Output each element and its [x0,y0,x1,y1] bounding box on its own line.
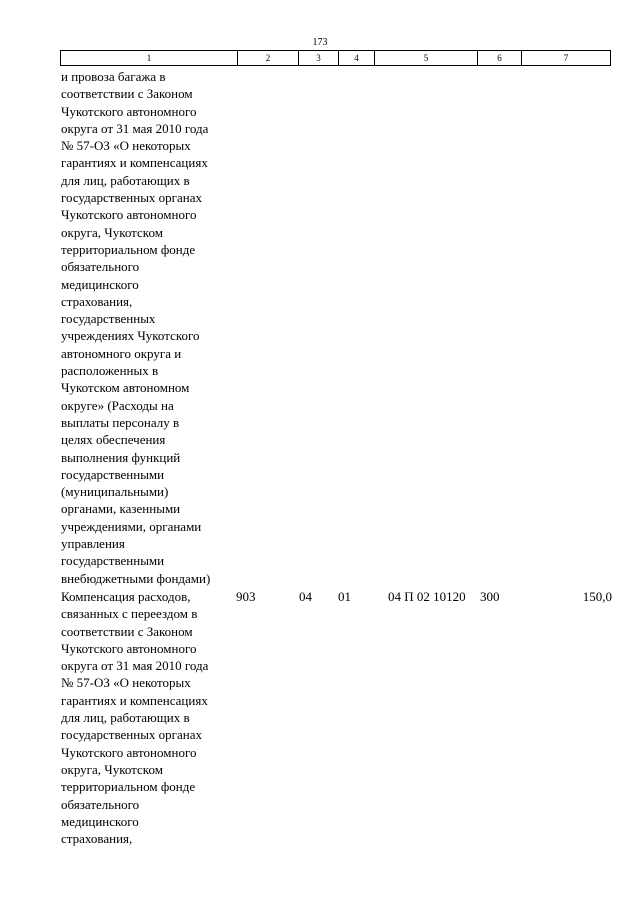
row-description-line: медицинского [61,276,139,292]
row-description-line: государственных органах [61,727,203,743]
row-description-line: управления [61,536,125,552]
row-description-line: целях обеспечения [61,432,166,448]
row-description-line: округа от 31 мая 2010 года [61,120,209,136]
column-header-5: 5 [375,51,478,66]
row-description-line: обязательного [61,796,140,812]
row-description-line: учреждениями, органами [61,518,202,534]
row-description-line: обязательного [61,259,140,275]
column-header-row [60,50,611,66]
column-header-4: 4 [339,51,375,66]
row-description-line: соответствии с Законом [61,86,193,102]
row-description-line: Чукотского автономного [61,640,197,656]
row-description-line: округа от 31 мая 2010 года [61,658,209,674]
row-description-line: территориальном фонде [61,779,196,795]
page-number: 173 [312,37,328,48]
row-value-col6: 300 [480,589,500,604]
row-value-col2: 903 [236,589,256,604]
row-description-line: страхования, [61,293,133,309]
row-description-line: и провоза багажа в [61,69,166,84]
row-description-line: территориальном фонде [61,241,196,257]
row-description-line: страхования, [61,831,133,847]
row-description-line: Чукотского автономного [61,103,197,119]
row-description-line: гарантиях и компенсациях [61,155,208,171]
row-description-line: выплаты персоналу в [61,414,180,430]
row-description-line: государственными [61,553,165,569]
row-description-line: расположенных в [61,363,159,379]
row-description-continued [61,68,241,587]
row-description-line: Чукотского автономного [61,207,197,223]
row-description-line: автономного округа и [61,345,182,361]
row-description-line: государственных [61,311,156,327]
row-description-line: соответствии с Законом [61,623,193,639]
row-description-line: выполнения функций [61,449,181,465]
row-description-line: для лиц, работающих в [61,172,190,188]
row-description-line: № 57-ОЗ «О некоторых [61,138,191,154]
column-header-3: 3 [299,51,339,66]
column-header-7: 7 [522,51,611,66]
row-description-line: округа, Чукотском [61,761,163,777]
row-description-line: государственными [61,466,165,482]
row-value-col5: 04 П 02 10120 [388,589,466,604]
row-description-line: (муниципальными) [61,484,169,500]
row-description-line: учреждениях Чукотского [61,328,200,344]
row-description-compensation [61,588,241,847]
row-description-line: органами, казенными [61,501,181,517]
column-header-6: 6 [478,51,522,66]
row-description-line: внебюджетными фондами) [61,570,211,586]
row-description-line: медицинского [61,813,139,829]
row-description-line: округе» (Расходы на [61,397,174,413]
column-header-1: 1 [61,51,238,66]
row-description-line: Компенсация расходов, [61,589,191,604]
row-description-line: гарантиях и компенсациях [61,692,208,708]
row-description-line: № 57-ОЗ «О некоторых [61,675,191,691]
row-description-line: связанных с переездом в [61,606,198,622]
row-value-col7: 150,0 [582,589,612,604]
row-description-line: для лиц, работающих в [61,710,190,726]
row-value-col4: 01 [338,589,351,604]
row-description-line: округа, Чукотском [61,224,163,240]
row-description-line: Чукотском автономном [61,380,190,396]
row-description-line: Чукотского автономного [61,744,197,760]
row-value-col3: 04 [299,589,312,604]
row-description-line: государственных органах [61,190,203,206]
column-header-2: 2 [238,51,299,66]
